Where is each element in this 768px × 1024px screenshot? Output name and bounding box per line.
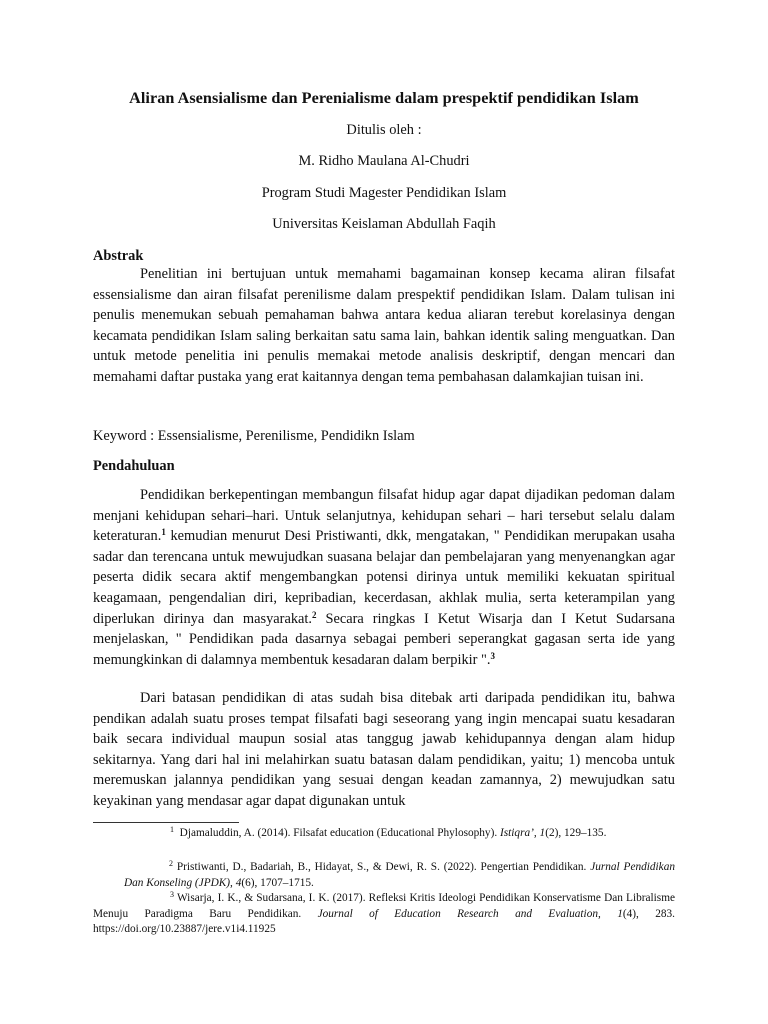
footnote-2-number: 2 [169, 859, 173, 868]
footnote-2-journal: Jurnal Pendidikan Dan Konseling (JPDK), 4 [124, 861, 675, 889]
intro-p1-part-b: kemudian menurut Desi Pristiwanti, dkk, mengatakan, " Pendidikan merupakan usaha sadar dan terencana untuk mewujudkan suasana belajar dan pembelajaran yang menyenangkan agar peserta didik secara aktif mengembangkan potensi dirinya untuk memiliki kekuatan spiritual keagamaan, pengendalian diri, kepribadian, kecerdasan, akhlak mulia, serta keterampilan yang diperlukan dirinya dan masyarakat. [93, 528, 675, 627]
footnote-1-tail: (2), 129–135. [545, 827, 607, 839]
intro-paragraph-1 [93, 485, 675, 670]
footnote-ref-1: 1 [161, 527, 166, 538]
footnote-3-journal: Journal of Education Research and Evaluation, 1 [317, 907, 623, 920]
footnote-separator [93, 822, 239, 823]
introduction-heading: Pendahuluan [93, 458, 175, 474]
footnote-1-text: Djamaluddin, A. (2014). Filsafat education (Educational Phylosophy). [179, 827, 500, 839]
written-by-label: Ditulis oleh : [346, 122, 422, 138]
footnote-3-text: Wisarja, I. K., & Sudarsana, I. K. (2017). Refleksi Kritis Ideologi Pendidikan Konservatisme Dan Libralisme Menuju Paradigma Baru Pendidikan. [93, 892, 675, 920]
footnote-ref-3: 3 [490, 650, 495, 661]
footnote-1-journal: Istiqra’, 1 [500, 827, 546, 839]
footnote-ref-2: 2 [312, 609, 317, 620]
footnote-2-text: Pristiwanti, D., Badariah, B., Hidayat, S., & Dewi, R. S. (2022). Pengertian Pendidikan. [176, 861, 591, 873]
footnote-1 [93, 826, 675, 842]
study-program: Program Studi Magester Pendidikan Islam [261, 185, 507, 201]
intro-p1-part-a: Pendidikan berkepentingan membangun filsafat hidup agar dapat dijadikan pedoman dalam menjani kehidupan sehari–hari. Untuk selanjutnya, kehidupan sehari – hari tersebut selalu dalam keteraturan. [93, 487, 675, 545]
footnote-3 [93, 891, 675, 938]
university-name: Universitas Keislaman Abdullah Faqih [272, 216, 496, 232]
footnote-1-number: 1 [170, 825, 174, 834]
footnote-3-tail: (4), 283. https://doi.org/10.23887/jere.v1i4.11925 [93, 907, 675, 936]
abstract-heading: Abstrak [93, 248, 144, 264]
intro-p1-part-c: Secara ringkas I Ketut Wisarja dan I Ketut Sudarsana menjelaskan, " Pendidikan pada dasarnya sebagai pemberi seperangkat gagasan serta ide yang memungkinkan di dalamnya membentuk kesadaran dalam berpikir ". [93, 610, 675, 668]
footnote-3-number: 3 [170, 890, 174, 899]
abstract-body: Penelitian ini bertujuan untuk memahami bagamainan konsep kecama aliran filsafat essensialisme dan airan filsafat perenilisme dalam prespektif pendidikan Islam. Dalam tulisan ini penulis menemukan sebuah pemahaman bahwa antara kedua aliaran terebut korelasinya dengan kecamata pendidikan Islam saling berkaitan satu sama lain, bahkan identik saling menguatkan. Dan untuk metode penelitia ini penulis memakai metode analisis deskriptif, dengan mencari dan memahami daftar pustaka yang erat kaitannya dengan tema pembahasan dalamkajian tuisan ini. [93, 266, 675, 385]
keywords-line: Keyword : Essensialisme, Perenilisme, Pendidikn Islam [93, 428, 415, 444]
intro-paragraph-2: Dari batasan pendidikan di atas sudah bisa ditebak arti daripada pendidikan itu, bahwa pendikan adalah suatu proses tempat filsafati bagi seseorang yang ingin mencapai suatu kesadaran baik secara individual maupun sosial atas tanggug jawab kehidupannya dengan alam hidup sekitarnya. Yang dari hal ini melahirkan suatu batasan dalam pendidikan, yaitu; 1) mencoba untuk meremuskan jalannya pendidikan yang sesuai dengan keadan zamannya, 2) mewujudkan satu keyakinan yang mendasar agar dapat digunakan untuk [93, 690, 675, 809]
footnote-2 [93, 860, 675, 891]
paper-title: Aliran Asensialisme dan Perenialisme dalam prespektif pendidikan Islam [129, 89, 639, 107]
author-name: M. Ridho Maulana Al-Chudri [298, 153, 470, 169]
footnote-2-tail: (6), 1707–1715. [241, 876, 314, 889]
